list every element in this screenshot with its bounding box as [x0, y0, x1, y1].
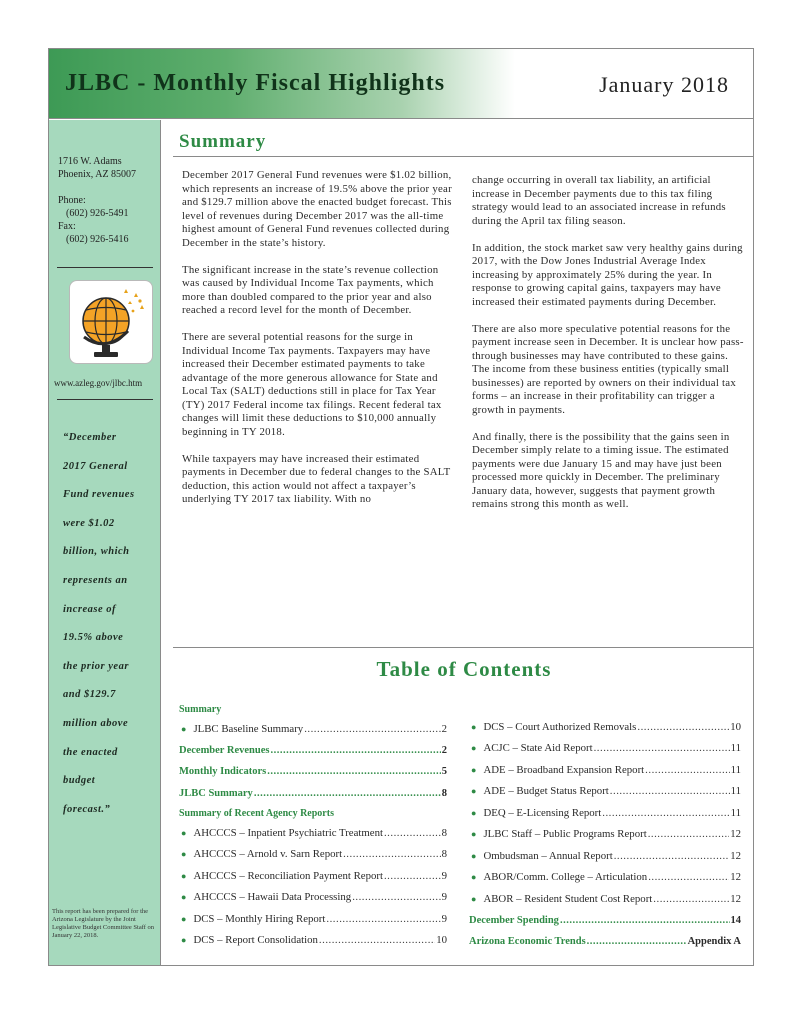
toc-entry-page: 8 — [441, 787, 447, 799]
toc-entry-label: Monthly Indicators — [179, 766, 267, 778]
summary-divider — [173, 156, 754, 157]
summary-paragraph: The significant increase in the state’s revenue collection was caused by Individual Income Tax payments, which more than doubled compared to the prior year and also reached a record level for the month of December. — [182, 263, 439, 316]
toc-entry-page: 10 — [436, 934, 447, 947]
toc-leader-dots — [304, 723, 440, 735]
newsletter-title: JLBC - Monthly Fiscal Highlights — [65, 70, 446, 96]
summary-paragraph: change occurring in overall tax liability, an artificial increase in December payments due to this tax filing strategy would lead to an associated increase in refunds during the April tax filing season. — [472, 174, 726, 227]
summary-column-left — [182, 169, 452, 520]
toc-entry-label: JLBC Summary — [179, 787, 253, 799]
quote-line: 19.5% above — [63, 632, 124, 644]
quote-line: million above — [63, 717, 129, 729]
quote-line: budget — [63, 775, 96, 787]
toc-leader-dots — [614, 850, 730, 862]
toc-leader-dots — [267, 766, 441, 777]
bullet-icon: ● — [471, 764, 477, 775]
toc-entry-label: ABOR – Resident Student Cost Report — [483, 892, 653, 905]
issue-date: January 2018 — [599, 72, 729, 97]
toc-leader-dots — [319, 934, 435, 946]
fax-label: Fax: — [58, 221, 76, 232]
page-frame — [48, 48, 754, 966]
toc-entry-page: 11 — [730, 806, 741, 819]
toc-entry-label: JLBC Baseline Summary — [193, 722, 304, 735]
toc-entry-page: 2 — [441, 722, 447, 735]
phone-label: Phone: — [58, 195, 86, 206]
toc-entry-page: 9 — [441, 869, 447, 882]
toc-entry[interactable] — [179, 887, 447, 909]
report-note: This report has been prepared for the Arizona Legislature by the Joint Legislative Budget Committee Staff on January 22, 2018. — [52, 908, 155, 939]
quote-line: were $1.02 — [63, 517, 115, 529]
toc-entry-page: 5 — [441, 766, 447, 778]
toc-entry-label: DCS – Monthly Hiring Report — [193, 912, 326, 925]
quote-line: forecast.” — [63, 803, 111, 815]
bullet-icon: ● — [471, 743, 477, 754]
toc-entry-label: DEQ – E-Licensing Report — [483, 806, 602, 819]
quote-line: and $129.7 — [63, 689, 116, 701]
toc-entry-label: Summary — [179, 703, 222, 715]
toc-entry-page: 11 — [730, 763, 741, 776]
contact-block — [58, 155, 136, 246]
bullet-icon: ● — [181, 913, 187, 924]
toc-entry[interactable] — [469, 845, 741, 867]
toc-divider — [173, 647, 754, 648]
quote-line: increase of — [63, 603, 117, 615]
toc-entry[interactable] — [469, 867, 741, 889]
toc-leader-dots — [602, 807, 729, 819]
toc-entry-page: 11 — [730, 785, 741, 798]
toc-entry-label: Ombudsman – Annual Report — [483, 849, 613, 862]
toc-entry[interactable] — [179, 761, 447, 783]
sidebar — [49, 120, 161, 966]
quote-line: “December — [63, 432, 117, 443]
toc-entry[interactable] — [469, 759, 741, 781]
toc-entry[interactable] — [469, 738, 741, 760]
toc-leader-dots — [648, 828, 730, 840]
summary-paragraph: In addition, the stock market saw very healthy gains during 2017, with the Dow Jones Industrial Average Index increasing by approximately 25% during the year. In response to growing capital gains, taxpayers may have increased their estimated payments during December. — [472, 241, 743, 308]
toc-entry-page: 2 — [441, 744, 447, 756]
toc-column-left — [179, 700, 447, 951]
bullet-icon: ● — [471, 786, 477, 797]
bullet-icon: ● — [471, 721, 477, 732]
toc-entry[interactable] — [179, 783, 447, 805]
toc-leader-dots — [254, 788, 441, 799]
toc-leader-dots — [326, 913, 440, 925]
bullet-icon: ● — [471, 850, 477, 861]
toc-entry-page: Appendix A — [687, 936, 741, 948]
toc-entry[interactable] — [469, 824, 741, 846]
toc-entry[interactable] — [179, 700, 447, 718]
toc-entry-label: Summary of Recent Agency Reports — [179, 807, 334, 819]
quote-line: the prior year — [63, 660, 129, 672]
toc-leader-dots — [587, 936, 687, 947]
bullet-icon: ● — [471, 893, 477, 904]
toc-entry-label: December Spending — [469, 914, 559, 926]
toc-leader-dots — [384, 870, 441, 882]
toc-entry-page: 8 — [441, 848, 447, 861]
toc-entry-page: 11 — [730, 742, 741, 755]
quote-line: Fund revenues — [63, 489, 135, 501]
toc-entry-label: AHCCCS – Arnold v. Sarn Report — [193, 848, 343, 861]
toc-entry-label: December Revenues — [179, 744, 270, 756]
toc-entry[interactable] — [179, 908, 447, 930]
toc-entry-label: ADE – Budget Status Report — [483, 785, 609, 798]
bullet-icon: ● — [471, 807, 477, 818]
toc-entry[interactable] — [469, 716, 741, 738]
bullet-icon: ● — [181, 849, 187, 860]
toc-entry[interactable] — [469, 802, 741, 824]
toc-leader-dots — [271, 745, 441, 756]
phone-number: (602) 926-5491 — [66, 208, 129, 219]
toc-entry-label: AHCCCS – Inpatient Psychiatric Treatment — [193, 826, 383, 839]
sidebar-divider — [57, 267, 153, 268]
toc-entry-label: JLBC Staff – Public Programs Report — [483, 828, 647, 841]
toc-leader-dots — [648, 871, 729, 883]
toc-entry[interactable] — [179, 718, 447, 740]
fax-number: (602) 926-5416 — [66, 234, 129, 245]
toc-leader-dots — [560, 915, 730, 926]
bullet-icon: ● — [181, 892, 187, 903]
toc-leader-dots — [637, 721, 729, 733]
toc-leader-dots — [384, 827, 441, 839]
toc-entry[interactable] — [179, 740, 447, 762]
bullet-icon: ● — [181, 827, 187, 838]
toc-entry-page: 9 — [441, 891, 447, 904]
bullet-icon: ● — [181, 935, 187, 946]
toc-entry-label: ADE – Broadband Expansion Report — [483, 763, 645, 776]
toc-column-right — [469, 716, 741, 953]
address-line: Phoenix, AZ 85007 — [58, 169, 137, 180]
quote-line: the enacted — [63, 746, 118, 758]
quote-line: represents an — [63, 574, 128, 586]
summary-paragraph: December 2017 General Fund revenues were $1.02 billion, which represents an increase of 19.5% above the prior year and $129.7 million above the enacted budget forecast. This level of revenues during December 2017 was the all-time highest amount of General Fund revenues collected during December in the state’s history. — [182, 169, 452, 249]
toc-entry-page: 14 — [730, 914, 741, 926]
toc-entry[interactable] — [179, 930, 447, 952]
toc-entry-page: 12 — [730, 871, 741, 884]
toc-entry[interactable] — [179, 822, 447, 844]
toc-entry-label: AHCCCS – Reconciliation Payment Report — [193, 869, 383, 882]
summary-heading: Summary — [179, 131, 267, 152]
toc-entry-label: ACJC – State Aid Report — [483, 742, 593, 755]
toc-leader-dots — [594, 742, 730, 754]
toc-entry[interactable] — [469, 910, 741, 932]
toc-entry[interactable] — [179, 844, 447, 866]
website-link[interactable]: www.azleg.gov/jlbc.htm — [54, 378, 143, 388]
toc-leader-dots — [343, 848, 440, 860]
toc-entry[interactable] — [469, 888, 741, 910]
bullet-icon: ● — [471, 829, 477, 840]
toc-heading: Table of Contents — [376, 657, 552, 681]
toc-entry-label: ABOR/Comm. College – Articulation — [483, 871, 648, 884]
globe-icon — [70, 281, 154, 365]
toc-leader-dots — [352, 891, 440, 903]
address-line: 1716 W. Adams — [58, 156, 122, 167]
toc-entry-page: 12 — [730, 828, 741, 841]
toc-entry[interactable] — [179, 804, 447, 822]
toc-entry-label: DCS – Report Consolidation — [193, 934, 318, 947]
header-banner — [49, 49, 754, 119]
logo-frame — [69, 280, 153, 364]
summary-paragraph: While taxpayers may have increased their estimated payments in December due to federal changes to the SALT deduction, this action would not affect a taxpayer’s underlying TY 2017 tax liability. With no — [182, 452, 451, 505]
bullet-icon: ● — [181, 870, 187, 881]
toc-entry-page: 10 — [730, 720, 741, 733]
summary-paragraph: And finally, there is the possibility that the gains seen in December simply relate to a timing issue. The estimated payments were due January 15 and may have just been processed more quickly in December. The preliminary January data, however, suggests that payment growth remains strong this month as well. — [472, 430, 730, 510]
sidebar-divider — [57, 399, 153, 400]
toc-entry-page: 8 — [441, 826, 447, 839]
summary-column-right — [472, 174, 747, 525]
summary-paragraph: There are also more speculative potential reasons for the payment increase seen in December. It is unclear how pass-through businesses may have contributed to these gains. The income from these business entities (typically small businesses) are reported by owners on their individual tax forms – an increase in their profitability can trigger a growth in payments. — [472, 322, 744, 416]
toc-entry-label: DCS – Court Authorized Removals — [483, 720, 637, 733]
quote-line: billion, which — [63, 546, 130, 558]
toc-entry[interactable] — [179, 865, 447, 887]
toc-entry[interactable] — [469, 781, 741, 803]
bullet-icon: ● — [471, 872, 477, 883]
toc-leader-dots — [645, 764, 729, 776]
toc-entry[interactable] — [469, 931, 741, 953]
toc-entry-label: AHCCCS – Hawaii Data Processing — [193, 891, 352, 904]
summary-paragraph: There are several potential reasons for the surge in Individual Income Tax payments. Taxpayers may have increased their December estimated payments to take advantage of the more generous allowance for State and Local Tax (SALT) deductions still in place for Tax Year (TY) 2017 Federal income tax filings. Recent federal tax changes will limit these deductions to $10,000 annually beginning in TY 2018. — [182, 331, 442, 438]
pull-quote — [63, 424, 157, 824]
toc-entry-page: 12 — [730, 849, 741, 862]
quote-line: 2017 General — [63, 460, 128, 472]
toc-entry-page: 9 — [441, 912, 447, 925]
toc-entry-page: 12 — [730, 892, 741, 905]
toc-leader-dots — [653, 893, 729, 905]
toc-entry-label: Arizona Economic Trends — [469, 936, 586, 948]
bullet-icon: ● — [181, 723, 187, 734]
toc-leader-dots — [610, 785, 730, 797]
